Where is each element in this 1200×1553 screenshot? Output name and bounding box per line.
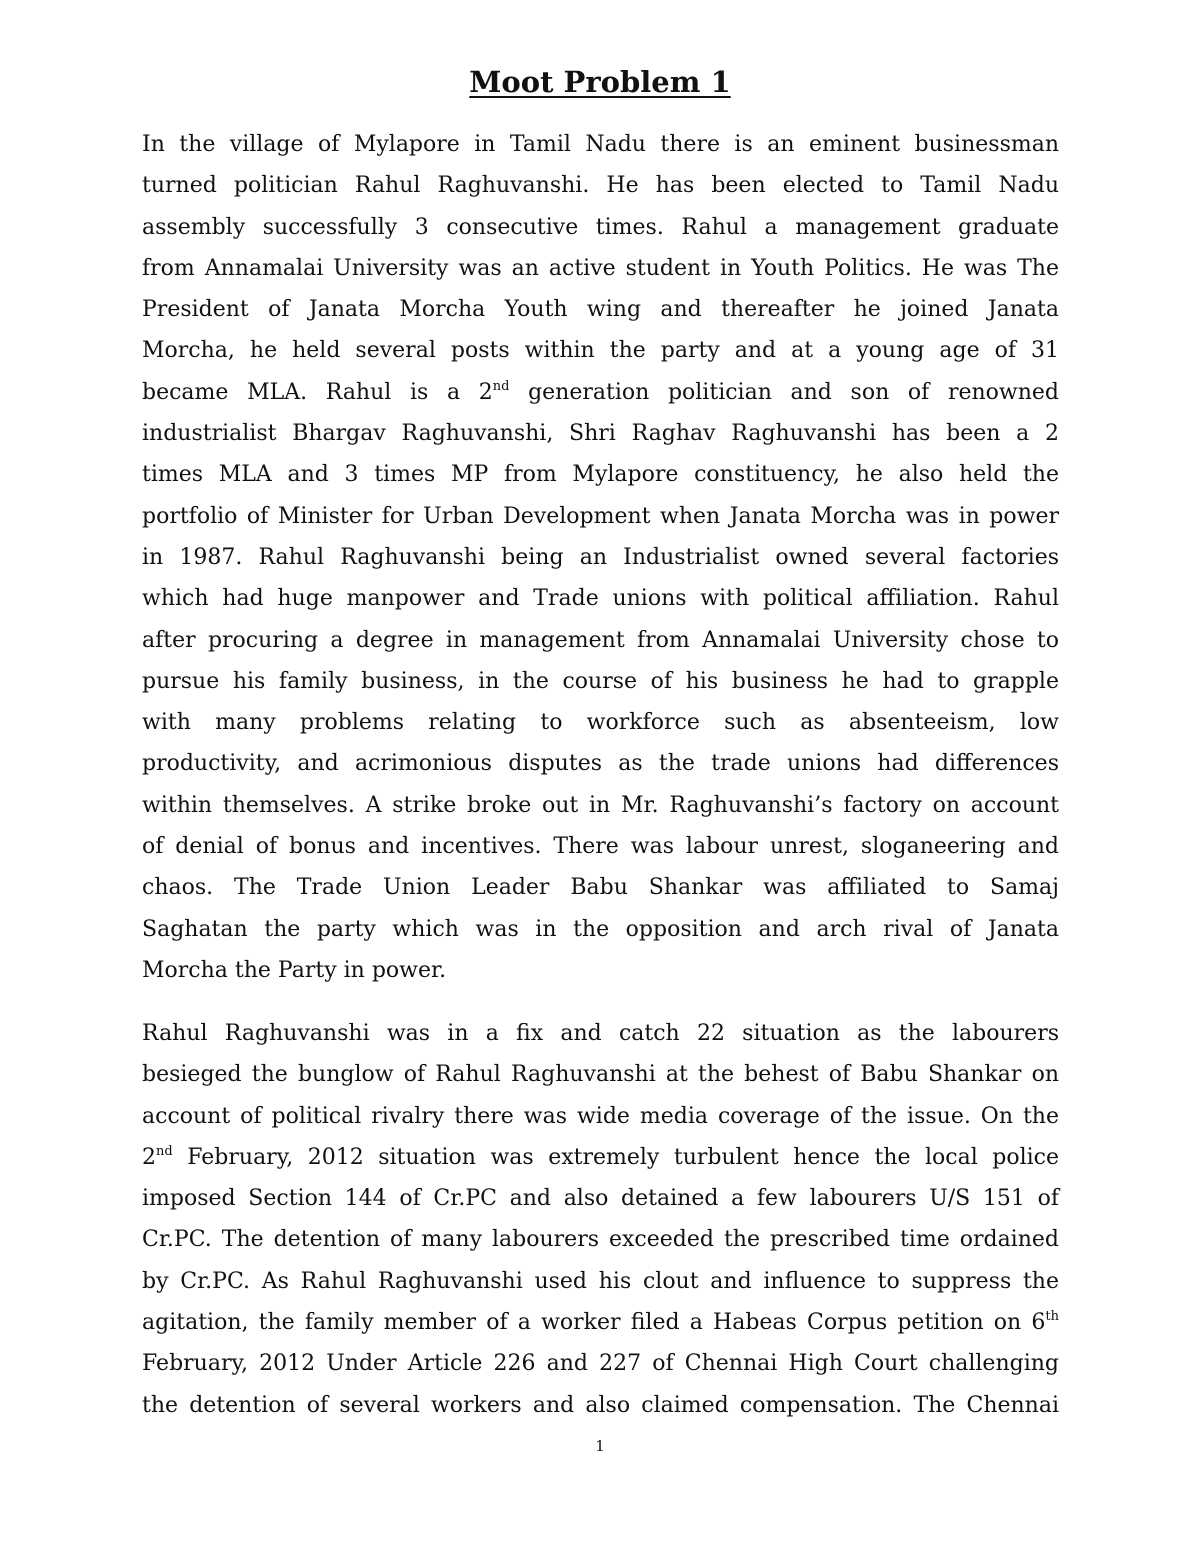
text-line	[142, 372, 1059, 413]
text-line: Cr.PC. The detention of many labourers exceeded the prescribed time ordained	[142, 1227, 1059, 1253]
ordinal-superscript: nd	[492, 378, 510, 394]
text-line: of denial of bonus and incentives. There was labour unrest, sloganeering and	[142, 834, 1059, 860]
text-line: with many problems relating to workforce such as absenteeism, low	[142, 710, 1059, 736]
paragraph-2	[142, 1013, 1059, 1426]
text-line: Saghatan the party which was in the opposition and arch rival of Janata	[142, 916, 1059, 942]
text-line: in 1987. Rahul Raghuvanshi being an Industrialist owned several factories	[142, 544, 1059, 570]
text-line: chaos. The Trade Union Leader Babu Shankar was affiliated to Samaj	[142, 875, 1059, 901]
text-line: assembly successfully 3 consecutive times. Rahul a management graduate	[142, 214, 1059, 240]
text-line: portfolio of Minister for Urban Development when Janata Morcha was in power	[142, 503, 1059, 529]
text-line: which had huge manpower and Trade unions with political affiliation. Rahul	[142, 586, 1059, 612]
text-line: imposed Section 144 of Cr.PC and also detained a few labourers U/S 151 of	[142, 1186, 1059, 1212]
text-line: industrialist Bhargav Raghuvanshi, Shri Raghav Raghuvanshi has been a 2	[142, 421, 1059, 447]
text-line: pursue his family business, in the course of his business he had to grapple	[142, 668, 1059, 694]
text-fragment: agitation, the family member of a worker filed a Habeas Corpus petition on 6	[142, 1310, 1046, 1336]
text-line	[142, 1302, 1059, 1343]
text-line: the detention of several workers and also claimed compensation. The Chennai	[142, 1392, 1059, 1418]
page-number: 1	[595, 1437, 605, 1455]
text-fragment: generation politician and son of renowned	[509, 379, 1059, 405]
text-line: after procuring a degree in management from Annamalai University chose to	[142, 627, 1059, 653]
text-line: account of political rivalry there was wide media coverage of the issue. On the	[142, 1103, 1059, 1129]
text-line: besieged the bunglow of Rahul Raghuvanshi at the behest of Babu Shankar on	[142, 1062, 1059, 1088]
text-line: turned politician Rahul Raghuvanshi. He has been elected to Tamil Nadu	[142, 173, 1059, 199]
text-fragment: 2	[142, 1144, 156, 1170]
text-line: President of Janata Morcha Youth wing and thereafter he joined Janata	[142, 297, 1059, 323]
text-line: Morcha, he held several posts within the party and at a young age of 31	[142, 338, 1059, 364]
ordinal-superscript: nd	[156, 1143, 173, 1159]
paragraph-1	[142, 124, 1059, 991]
text-fragment: became MLA. Rahul is a 2	[142, 379, 493, 405]
text-line: productivity, and acrimonious disputes as the trade unions had differences	[142, 751, 1059, 777]
text-line	[142, 1137, 1059, 1178]
text-fragment: February, 2012 situation was extremely turbulent hence the local police	[172, 1144, 1059, 1170]
document-title: Moot Problem 1	[469, 65, 731, 99]
text-line: In the village of Mylapore in Tamil Nadu there is an eminent businessman	[142, 132, 1059, 157]
text-line: from Annamalai University was an active student in Youth Politics. He was The	[142, 255, 1059, 281]
text-line: by Cr.PC. As Rahul Raghuvanshi used his clout and influence to suppress the	[142, 1268, 1059, 1294]
text-line: times MLA and 3 times MP from Mylapore constituency, he also held the	[142, 462, 1059, 488]
text-line: Morcha the Party in power.	[142, 957, 447, 983]
text-line: within themselves. A strike broke out in Mr. Raghuvanshi’s factory on account	[142, 792, 1059, 818]
ordinal-superscript: th	[1045, 1309, 1059, 1325]
text-line: February, 2012 Under Article 226 and 227 of Chennai High Court challenging	[142, 1351, 1059, 1377]
text-line: Rahul Raghuvanshi was in a fix and catch 22 situation as the labourers	[142, 1021, 1059, 1046]
